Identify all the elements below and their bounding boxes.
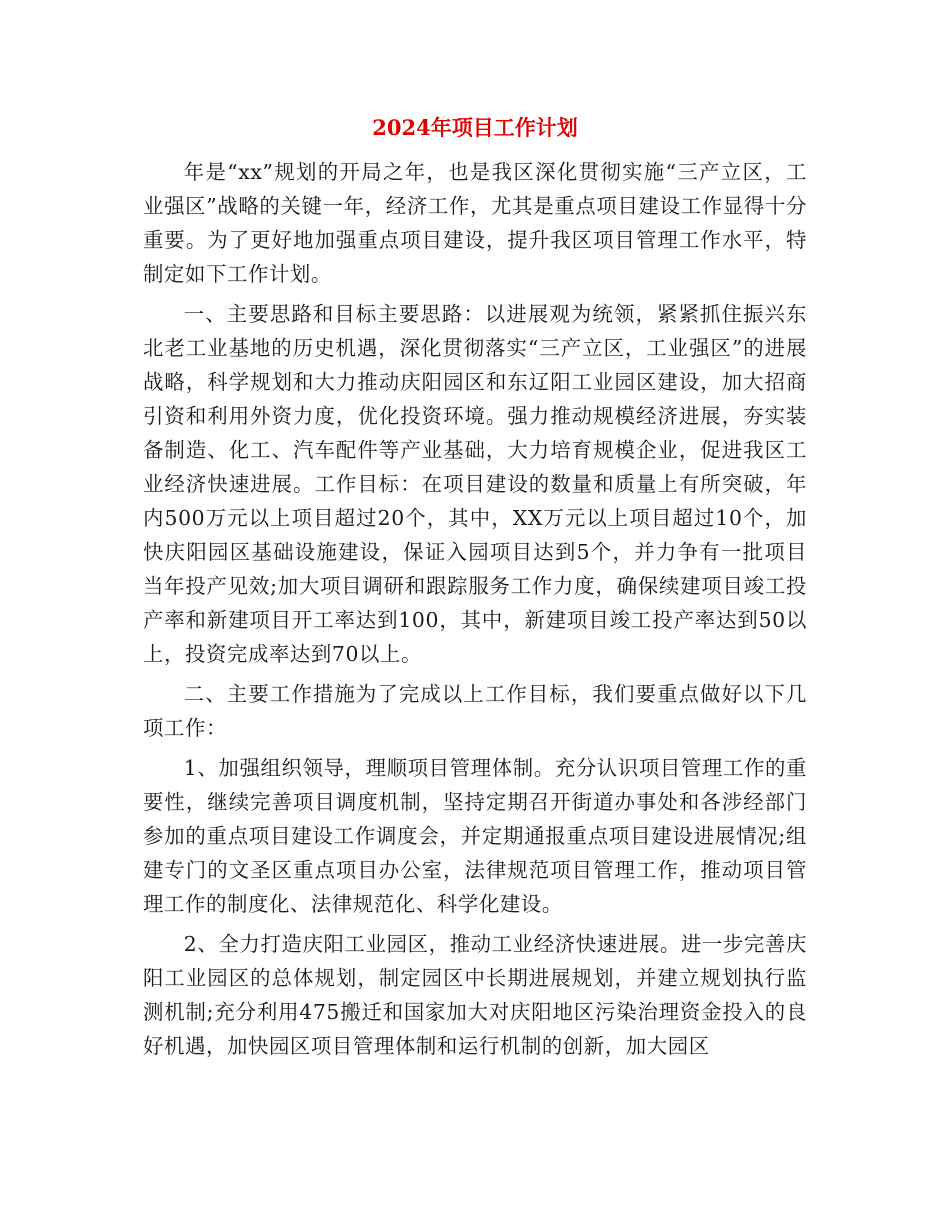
document-body xyxy=(143,155,807,1069)
paragraph-section-1: 一、主要思路和目标主要思路：以进展观为统领，紧紧抓住振兴东北老工业基地的历史机遇，深化贯彻落实“三产立区，工业强区”的进展战略，科学规划和大力推动庆阳园区和东辽阳工业园区建设，加大招商引资和利用外资力度，优化投资环境。强力推动规模经济进展，夯实装备制造、化工、汽车配件等产业基础，大力培育规模企业，促进我区工业经济快速进展。工作目标：在项目建设的数量和质量上有所突破，年内500万元以上项目超过20个，其中，XX万元以上项目超过10个，加快庆阳园区基础设施建设，保证入园项目达到5个，并力争有一批项目当年投产见效;加大项目调研和跟踪服务工作力度，确保续建项目竣工投产率和新建项目开工率达到100，其中，新建项目竣工投产率达到50以上，投资完成率达到70以上。 xyxy=(143,302,807,666)
paragraph-measure-1: 1、加强组织领导，理顺项目管理体制。充分认识项目管理工作的重要性，继续完善项目调度机制，坚持定期召开街道办事处和各涉经部门参加的重点项目建设工作调度会，并定期通报重点项目建设进展情况;组建专门的文圣区重点项目办公室，法律规范项目管理工作，推动项目管理工作的制度化、法律规范化、科学化建设。 xyxy=(143,756,807,916)
paragraph-section-2: 二、主要工作措施为了完成以上工作目标，我们要重点做好以下几项工作： xyxy=(143,682,807,740)
document-title: 2024年项目工作计划 xyxy=(372,115,578,140)
paragraph-measure-2: 2、全力打造庆阳工业园区，推动工业经济快速进展。进一步完善庆阳工业园区的总体规划，制定园区中长期进展规划，并建立规划执行监测机制;充分利用475搬迁和国家加大对庆阳地区污染治理资金投入的良好机遇，加快园区项目管理体制和运行机制的创新，加大园区 xyxy=(143,932,807,1058)
paragraph-intro: 年是“xx”规划的开局之年，也是我区深化贯彻实施“三产立区，工业强区”战略的关键一年，经济工作，尤其是重点项目建设工作显得十分重要。为了更好地加强重点项目建设，提升我区项目管理工作水平，特制定如下工作计划。 xyxy=(143,160,807,286)
